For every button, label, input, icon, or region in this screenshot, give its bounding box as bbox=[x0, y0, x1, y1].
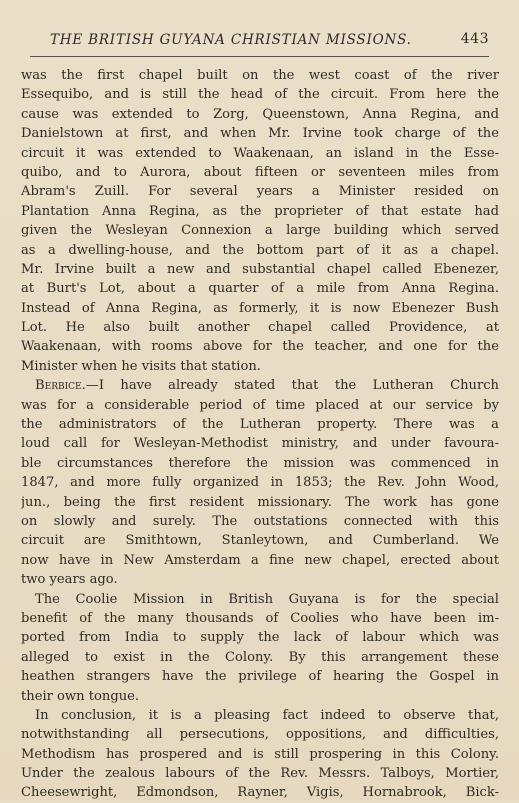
text-line: now have in New Amsterdam a fine new chapel, erected about bbox=[21, 552, 499, 568]
text-line: Methodism has prospered and is still prospering in this Colony. bbox=[21, 746, 499, 762]
section-lead-berbice: Berbice. bbox=[35, 378, 86, 394]
text-line: In conclusion, it is a pleasing fact indeed to observe that, bbox=[35, 707, 499, 723]
text-line bbox=[21, 376, 499, 395]
text-line: jun., being the first resident missionary. The work has gone bbox=[21, 494, 499, 510]
text-line: alleged to exist in the Colony. By this arrangement these bbox=[21, 649, 499, 665]
text-line: Cheesewright, Edmondson, Rayner, Vigis, Hornabrook, Bick- bbox=[21, 785, 499, 801]
text-line: two years ago. bbox=[21, 572, 118, 588]
text-line: circuit it was extended to Waakenaan, an island in the Esse- bbox=[21, 145, 499, 161]
text-line: Under the zealous labours of the Rev. Messrs. Talboys, Mortier, bbox=[21, 766, 499, 782]
running-title: THE BRITISH GUYANA CHRISTIAN MISSIONS. bbox=[50, 32, 412, 48]
text-line: was the first chapel built on the west coast of the river bbox=[21, 68, 499, 83]
page-body bbox=[21, 66, 499, 803]
paragraph-3 bbox=[21, 590, 499, 706]
text-line: Abram's Zuill. For several years a Minister resided on bbox=[21, 184, 499, 200]
text-fragment: —I have already stated that the Lutheran Church bbox=[85, 378, 499, 394]
text-line: Waakenaan, with rooms above for the teacher, and one for the bbox=[21, 339, 499, 355]
text-line: heathen strangers have the privilege of hearing the Gospel in bbox=[21, 669, 499, 685]
text-line: ble circumstances therefore the mission was commenced in bbox=[21, 455, 499, 471]
paragraph-2 bbox=[21, 376, 499, 589]
text-line: as a dwelling-house, and the bottom part of it as a chapel. bbox=[21, 242, 499, 258]
text-line: 1847, and more fully organized in 1853; the Rev. John Wood, bbox=[21, 475, 499, 491]
page-header bbox=[30, 30, 489, 57]
text-line: Mr. Irvine built a new and substantial chapel called Ebenezer, bbox=[21, 261, 499, 277]
text-line: was for a considerable period of time placed at our service by bbox=[21, 397, 499, 413]
text-line: Lot. He also built another chapel called Providence, at bbox=[21, 320, 499, 336]
text-line: loud call for Wesleyan-Methodist ministry, and under favoura- bbox=[21, 436, 499, 452]
text-line: given the Wesleyan Connexion a large building which served bbox=[21, 223, 499, 239]
text-line: on slowly and surely. The outstations connected with this bbox=[21, 513, 499, 529]
text-line: quibo, and to Aurora, about fifteen or seventeen miles from bbox=[21, 164, 499, 180]
text-line: notwithstanding all persecutions, oppositions, and difficulties, bbox=[21, 727, 499, 743]
text-line: Minister when he visits that station. bbox=[21, 358, 261, 374]
text-line: Plantation Anna Regina, as the proprieter of that estate had bbox=[21, 203, 499, 219]
text-line: The Coolie Mission in British Guyana is for the special bbox=[35, 591, 499, 607]
text-line: Danielstown at first, and when Mr. Irvine took charge of the bbox=[21, 126, 499, 142]
text-line: cause was extended to Zorg, Queenstown, Anna Regina, and bbox=[21, 106, 499, 122]
paragraph-1 bbox=[21, 66, 499, 376]
text-line: ported from India to supply the lack of labour which was bbox=[21, 630, 499, 646]
text-line: at Burt's Lot, about a quarter of a mile from Anna Regina. bbox=[21, 281, 499, 297]
text-line: circuit are Smithtown, Stanleytown, and Cumberland. We bbox=[21, 533, 499, 549]
text-line: Instead of Anna Regina, as formerly, it is now Ebenezer Bush bbox=[21, 300, 499, 316]
text-line: benefit of the many thousands of Coolies who have been im- bbox=[21, 610, 499, 626]
page-number: 443 bbox=[460, 31, 489, 47]
text-line: their own tongue. bbox=[21, 688, 140, 704]
paragraph-4 bbox=[21, 706, 499, 803]
text-line: Essequibo, and is still the head of the circuit. From here the bbox=[21, 87, 499, 103]
text-line: the administrators of the Lutheran property. There was a bbox=[21, 417, 499, 433]
